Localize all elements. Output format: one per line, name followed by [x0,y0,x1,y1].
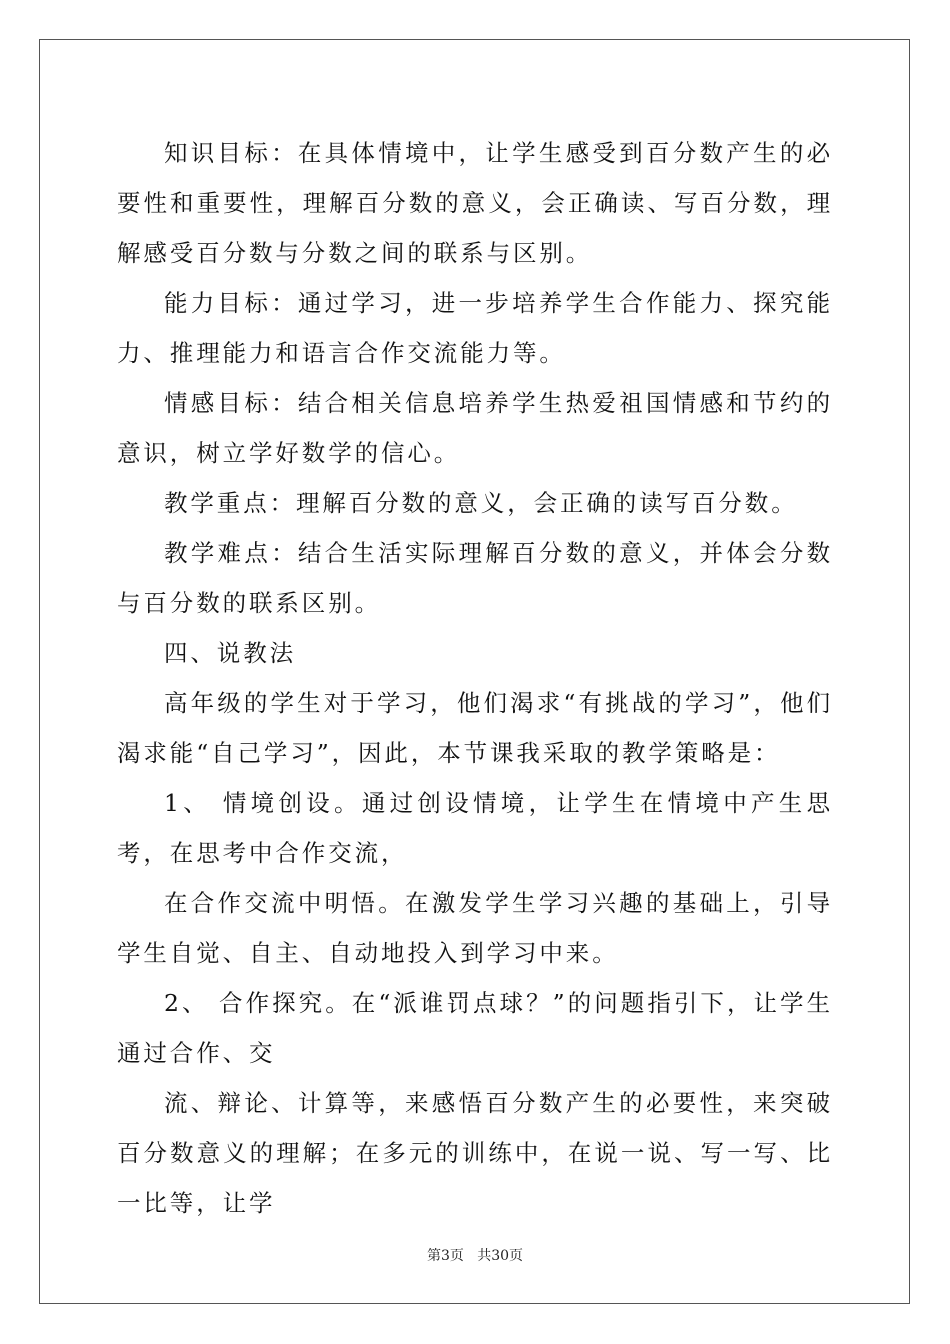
page-number-footer: 第3页 共30页 [426,1248,524,1264]
paragraph-item-1: 1、 情境创设。通过创设情境，让学生在情境中产生思考，在思考中合作交流， [117,789,833,867]
paragraph-item-1-continued: 在合作交流中明悟。在激发学生学习兴趣的基础上，引导学生自觉、自主、自动地投入到学习中来。 [117,889,833,967]
paragraph-method-intro: 高年级的学生对于学习，他们渴求“有挑战的学习”，他们渴求能“自己学习”，因此，本节课我采取的教学策略是： [117,689,833,767]
paragraph-knowledge-goal: 知识目标：在具体情境中，让学生感受到百分数产生的必要性和重要性，理解百分数的意义，会正确读、写百分数，理解感受百分数与分数之间的联系与区别。 [117,139,833,267]
paragraph-teaching-difficulty: 教学难点：结合生活实际理解百分数的意义，并体会分数与百分数的联系区别。 [117,539,833,617]
paragraph-item-2-continued: 流、辩论、计算等，来感悟百分数产生的必要性，来突破百分数意义的理解；在多元的训练中，在说一说、写一写、比一比等，让学 [117,1089,833,1217]
document-body [117,128,833,1228]
paragraph-emotion-goal: 情感目标：结合相关信息培养学生热爱祖国情感和节约的意识，树立学好数学的信心。 [117,389,833,467]
paragraph-ability-goal: 能力目标：通过学习，进一步培养学生合作能力、探究能力、推理能力和语言合作交流能力等。 [117,289,833,367]
section-heading-teaching-method: 四、说教法 [164,639,296,667]
paragraph-item-2: 2、 合作探究。在“派谁罚点球？”的问题指引下，让学生通过合作、交 [117,989,833,1067]
paragraph-teaching-focus: 教学重点：理解百分数的意义，会正确的读写百分数。 [164,489,798,517]
